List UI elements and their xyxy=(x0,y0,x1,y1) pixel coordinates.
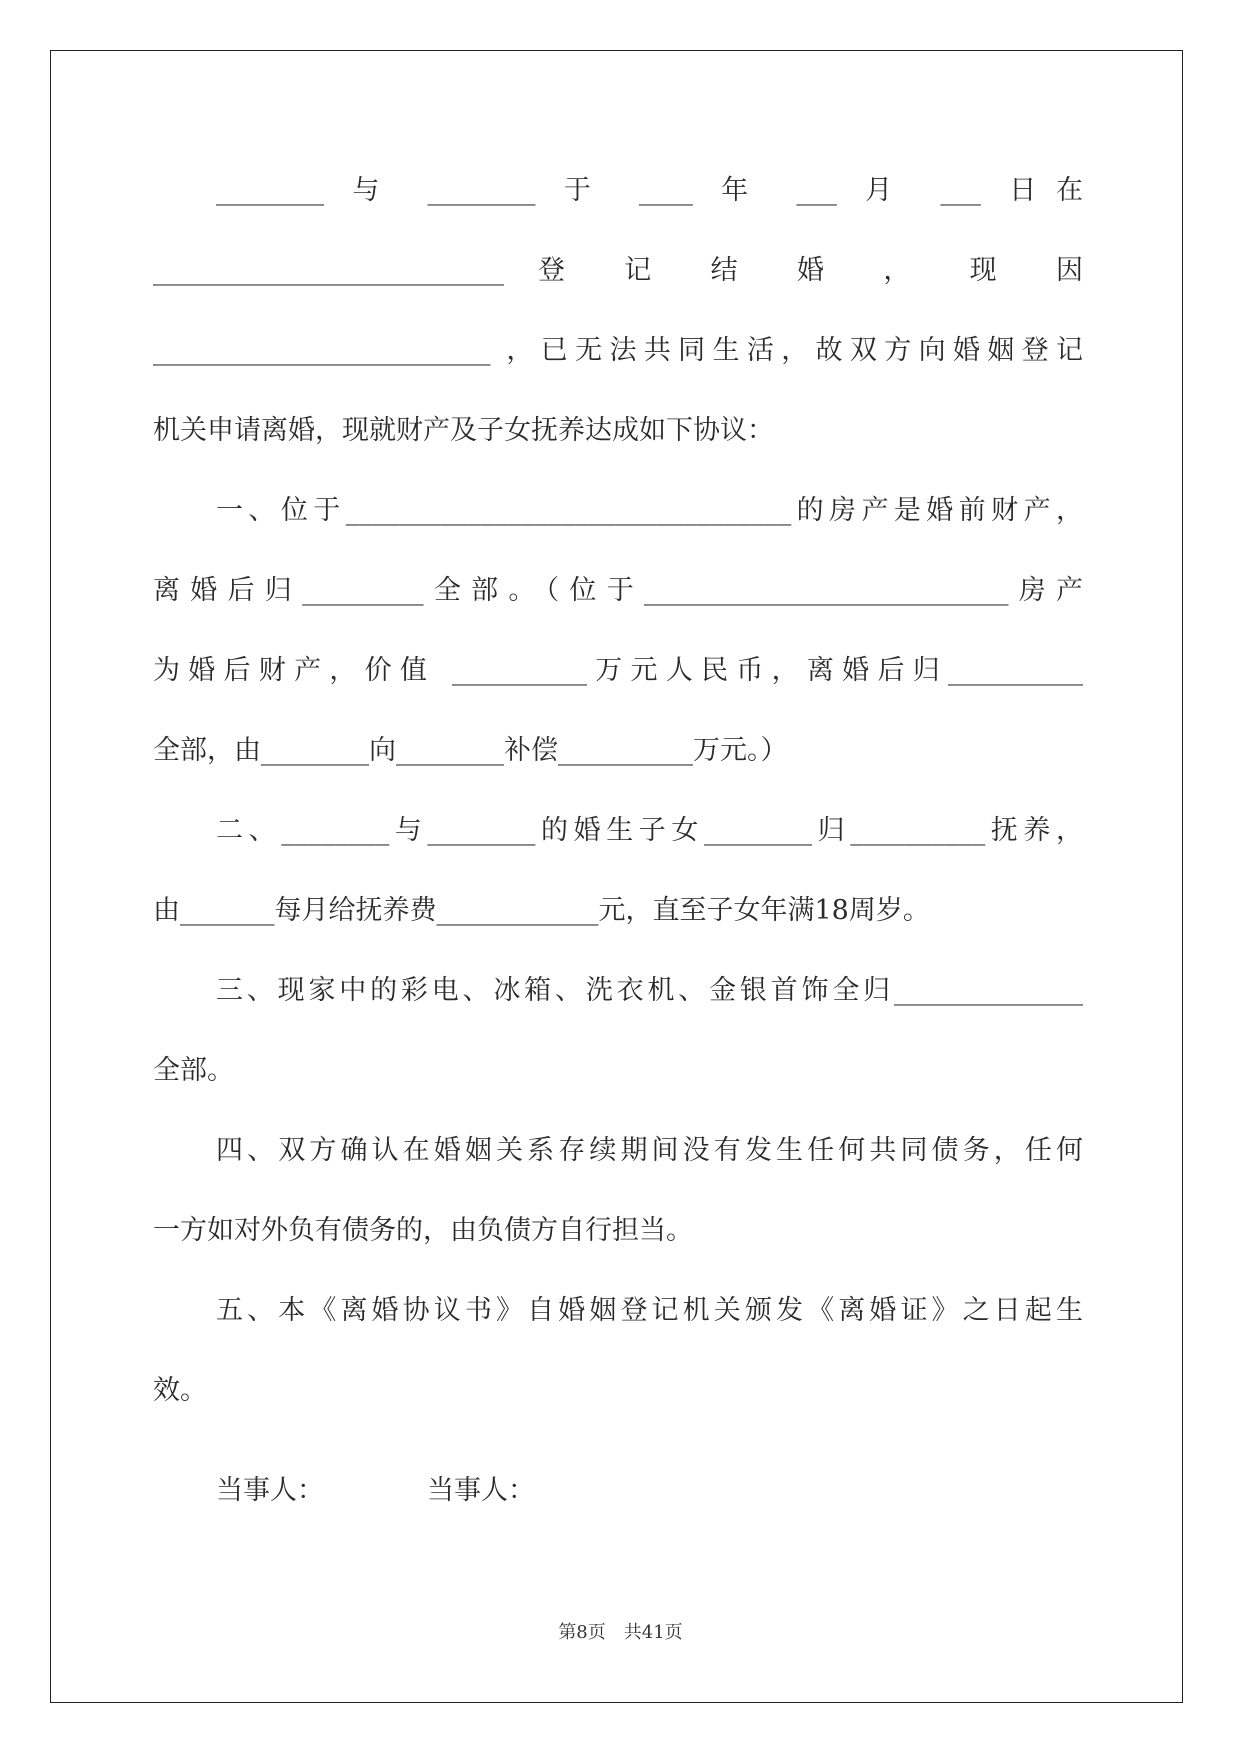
text-line: 四、双方确认在婚姻关系存续期间没有发生任何共同债务，任何 xyxy=(216,1135,1083,1166)
text-line: 由_______每月给抚养费____________元，直至子女年满18周岁。 xyxy=(153,895,930,926)
text-line: 离婚后归_________全部。（位于___________________________房产 xyxy=(153,575,1083,606)
page-total: 共41页 xyxy=(623,1622,683,1643)
text-line: 二、________与________的婚生子女________归__________抚养， xyxy=(216,815,1083,846)
text-line: 全部，由________向________补偿__________万元。） xyxy=(153,735,788,766)
text-line: 机关申请离婚，现就财产及子女抚养达成如下协议： xyxy=(153,415,774,446)
text-line: _________________________ ，已无法共同生活，故双方向婚姻登记 xyxy=(153,335,1083,366)
text-line: 五、本《离婚协议书》自婚姻登记机关颁发《离婚证》之日起生 xyxy=(216,1295,1083,1326)
text-line: 一、位于_________________________________的房产是婚前财产， xyxy=(216,495,1083,526)
text-line: 效。 xyxy=(153,1375,207,1406)
text-line: 全部。 xyxy=(153,1055,234,1086)
signature-line: 当事人： 当事人： xyxy=(216,1475,535,1506)
page-footer xyxy=(0,1618,1241,1644)
page-border xyxy=(50,50,1183,1703)
text-line: 为婚后财产，价值 __________万元人民币，离婚后归__________ xyxy=(153,655,1083,686)
text-line: 三、现家中的彩电、冰箱、洗衣机、金银首饰全归______________ xyxy=(216,975,1083,1006)
text-line: 一方如对外负有债务的，由负债方自行担当。 xyxy=(153,1215,693,1246)
text-line: ________ 与 ________ 于 ____ 年 ___ 月 ___ 日在 xyxy=(216,175,1083,206)
text-line: __________________________ 登 记 结 婚 ， 现 因 xyxy=(153,255,1083,286)
page-number: 第8页 xyxy=(558,1622,606,1643)
